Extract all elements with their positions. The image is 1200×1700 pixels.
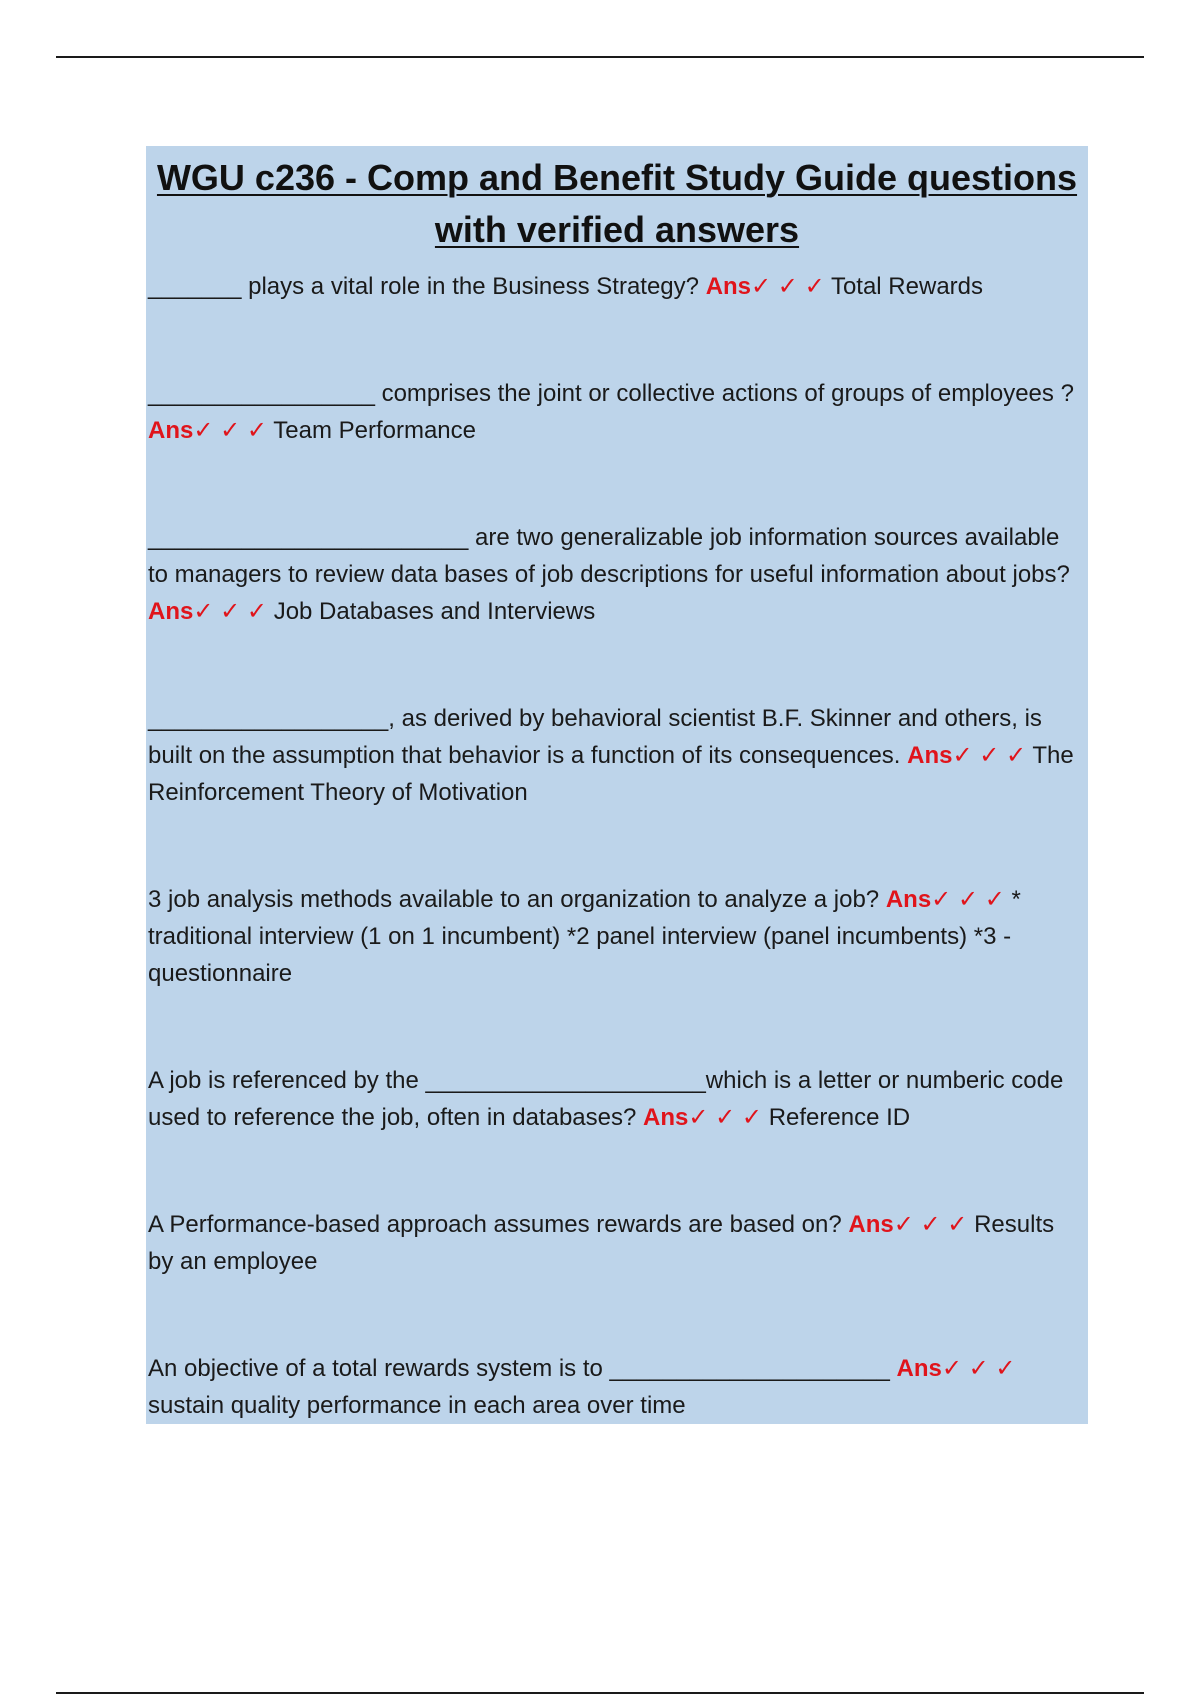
qa-item bbox=[148, 1062, 1086, 1136]
answer-text: * traditional interview (1 on 1 incumbent) *2 panel interview (panel incumbents) *3 - questionnaire bbox=[148, 886, 1021, 987]
answer-text: Job Databases and Interviews bbox=[273, 598, 596, 625]
check-marks-icon: ✓ ✓ ✓ bbox=[893, 1211, 968, 1238]
check-marks-icon: ✓ ✓ ✓ bbox=[688, 1104, 763, 1131]
question-text: A job is referenced by the _____________________which is a letter or numberic code used to reference the job, often in databases? bbox=[148, 1067, 1064, 1131]
question-text: A Performance-based approach assumes rewards are based on? bbox=[148, 1211, 842, 1238]
question-text: An objective of a total rewards system is to _____________________ bbox=[148, 1355, 890, 1382]
check-marks-icon: ✓ ✓ ✓ bbox=[952, 742, 1027, 769]
answer-text: sustain quality performance in each area over time bbox=[148, 1392, 686, 1419]
qa-list bbox=[148, 268, 1086, 1424]
answer-marker: Ans bbox=[848, 1211, 894, 1238]
qa-item bbox=[148, 881, 1086, 992]
question-text: _________________ comprises the joint or collective actions of groups of employees ? bbox=[148, 380, 1074, 407]
qa-item bbox=[148, 375, 1086, 449]
qa-item bbox=[148, 1206, 1086, 1280]
answer-text: Total Rewards bbox=[830, 273, 983, 300]
study-guide-block bbox=[146, 146, 1088, 1424]
qa-item bbox=[148, 268, 1086, 305]
answer-marker: Ans bbox=[643, 1104, 689, 1131]
answer-marker: Ans bbox=[705, 273, 752, 300]
qa-item bbox=[148, 519, 1086, 630]
document-title: WGU c236 - Comp and Benefit Study Guide questions with verified answers bbox=[156, 157, 1078, 250]
answer-marker: Ans bbox=[148, 417, 194, 444]
answer-text: Team Performance bbox=[273, 417, 476, 444]
check-marks-icon: ✓ ✓ ✓ bbox=[751, 273, 825, 300]
question-text: __________________, as derived by behavioral scientist B.F. Skinner and others, is built on the assumption that behavior is a function of its consequences. bbox=[148, 705, 1042, 769]
question-text: _______ plays a vital role in the Business Strategy? bbox=[148, 273, 700, 300]
header-rule bbox=[56, 56, 1144, 58]
answer-marker: Ans bbox=[885, 886, 932, 913]
footer-rule bbox=[56, 1692, 1144, 1694]
answer-marker: Ans bbox=[907, 742, 953, 769]
answer-text: Reference ID bbox=[768, 1104, 911, 1131]
check-marks-icon: ✓ ✓ ✓ bbox=[193, 417, 268, 444]
check-marks-icon: ✓ ✓ ✓ bbox=[193, 598, 268, 625]
check-marks-icon: ✓ ✓ ✓ bbox=[941, 1355, 1016, 1382]
answer-marker: Ans bbox=[148, 598, 194, 625]
answer-marker: Ans bbox=[896, 1355, 942, 1382]
question-text: ________________________ are two generalizable job information sources available to managers to review data bases of job descriptions for useful information about jobs? bbox=[148, 524, 1070, 588]
answer-text: Results by an employee bbox=[148, 1211, 1055, 1275]
check-marks-icon: ✓ ✓ ✓ bbox=[931, 886, 1005, 913]
qa-item bbox=[148, 700, 1086, 811]
question-text: 3 job analysis methods available to an organization to analyze a job? bbox=[148, 886, 880, 913]
answer-text: The Reinforcement Theory of Motivation bbox=[148, 742, 1074, 806]
qa-item bbox=[148, 1350, 1086, 1424]
